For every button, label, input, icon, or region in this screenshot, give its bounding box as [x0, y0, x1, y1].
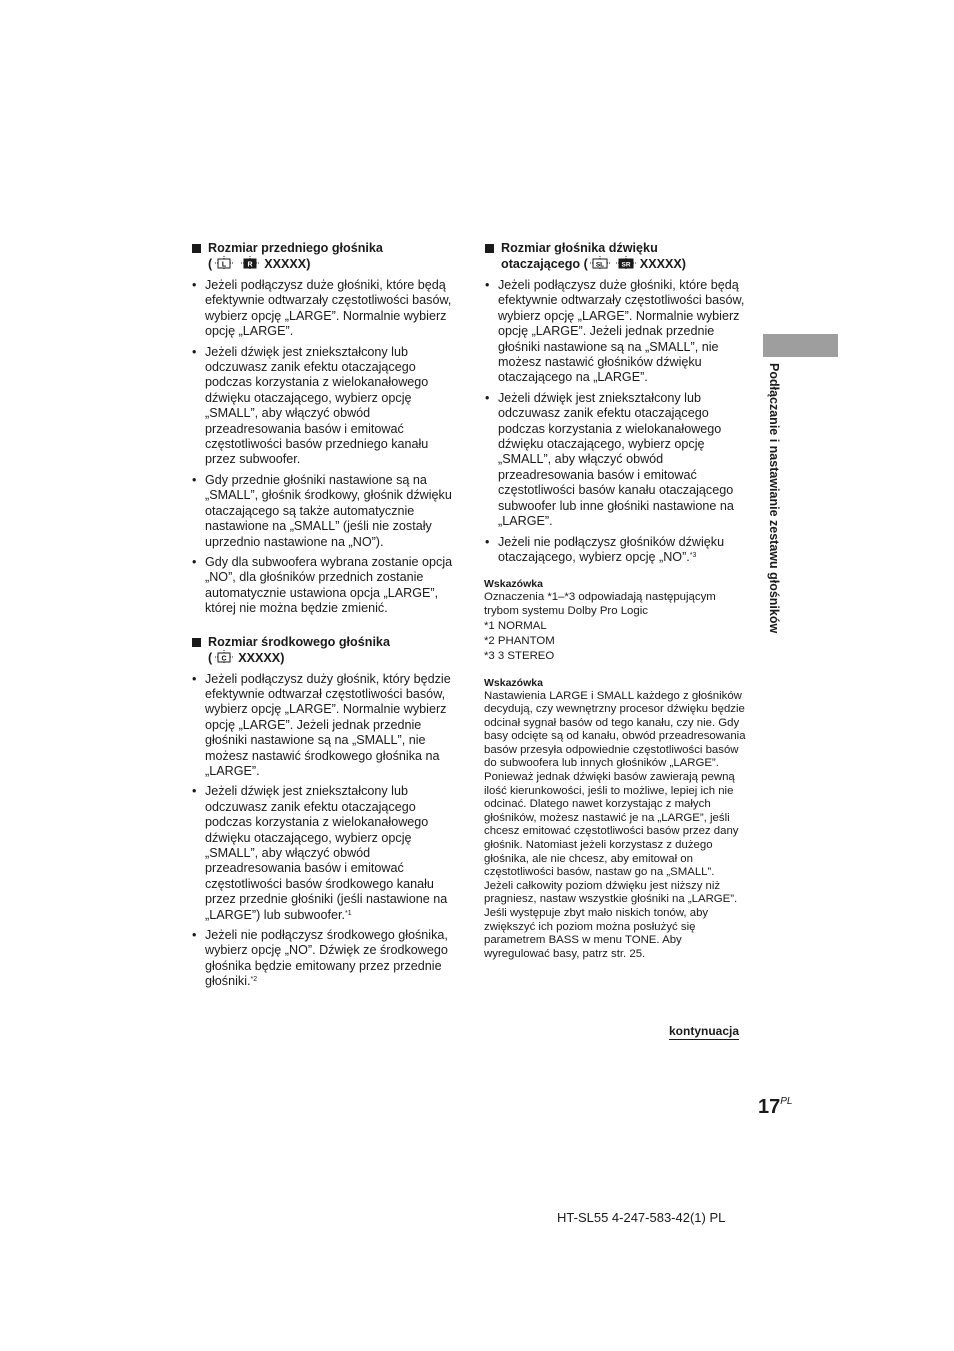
center-speaker-bullets: [191, 672, 459, 990]
tip-line: *3 3 STEREO: [484, 649, 555, 662]
list-item: • Jeżeli podłączysz duży głośnik, który będzie efektywnie odtwarzał częstotliwości basów, wybierz opcję „LARGE”. Normalnie wybierz opcję „LARGE”. Jeżeli jednak przednie głośniki nastawione są na „SMALL”, nie możesz nastawić środkowego głośnika na „LARGE”.: [191, 672, 459, 780]
tip-line: *2 PHANTOM: [484, 634, 555, 647]
heading-square-icon: [192, 244, 201, 253]
surround-speaker-bullets: [484, 278, 750, 565]
speaker-front-left-icon: [214, 256, 236, 270]
list-item: • Jeżeli dźwięk jest zniekształcony lub odczuwasz zanik efektu otaczającego podczas korzystania z wielokanałowego dźwięku otaczającego, wybierz opcję „SMALL”, aby włączyć obwód przeadresowania basów i emitować częstotliwości basów środkowego kanału przez przednie głośniki (jeśli nastawione na „LARGE”) lub subwoofer.$^{*1}$: [191, 784, 459, 923]
list-item: • Jeżeli podłączysz duże głośniki, które będą efektywnie odtwarzały częstotliwości basów, wybierz opcję „LARGE”. Normalnie wybierz opcję „LARGE”.: [191, 278, 459, 340]
tip-line: *1 NORMAL: [484, 619, 547, 632]
list-item: • Jeżeli podłączysz duże głośniki, które będą efektywnie odtwarzały częstotliwości basów, wybierz opcję „LARGE”. Normalnie wybierz opcję „LARGE”. Jeżeli jednak przednie głośniki nastawione są na „SMALL”, nie możesz nastawić głośników dźwięku otaczającego na „LARGE”.: [484, 278, 750, 386]
svg-text:C: C: [221, 655, 227, 663]
heading-square-icon: [192, 638, 201, 647]
list-item: • Jeżeli nie podłączysz środkowego głośnika, wybierz opcję „NO”. Dźwięk ze środkowego głośnika będzie emitowany przez przednie głośniki.$^{*2}$: [191, 928, 459, 990]
center-speaker-size-heading: [191, 634, 459, 666]
svg-text:SR: SR: [621, 261, 631, 269]
speaker-front-right-icon: [240, 256, 262, 270]
right-column: [484, 240, 750, 961]
heading-code-line: ( C XXXXX): [208, 650, 285, 665]
section-tab: [763, 334, 838, 357]
list-item: • Jeżeli dźwięk jest zniekształcony lub odczuwasz zanik efektu otaczającego podczas korzystania z wielokanałowego dźwięku otaczającego, wybierz opcję „SMALL”, aby włączyć obwód przeadresowania basów i emitować częstotliwości basów przedniego kanału przez subwoofer.: [191, 345, 459, 468]
side-section-title: Podłączanie i nastawianie zestawu głośników: [767, 363, 781, 634]
tip-text: Jeżeli całkowity poziom dźwięku jest niższy niż pragniesz, nastaw wszystkie głośniki na „LARGE”. Jeśli występuje zbyt mało niskich tonów, aby zwiększyć ich poziom można posłużyć się parametrem BASS w menu TONE. Aby wyregulować basy, patrz str. 25.: [484, 879, 738, 960]
heading-code: XXXXX): [238, 650, 285, 665]
front-speaker-size-heading: [191, 240, 459, 272]
tip-heading: Wskazówka: [484, 578, 543, 591]
svg-text:L: L: [222, 261, 227, 269]
speaker-surround-left-icon: [590, 256, 612, 270]
tip-text: Nastawienia LARGE i SMALL każdego z głośników decydują, czy wewnętrzny procesor dźwięku będzie odcinał sygnał basów od tego kanału, czy nie. Gdy basy odcięte są od kanału, obwód przeadresowania basów przesyła odpowiednie częstotliwości basów do subwoofera lub innych głośników „LARGE”. Ponieważ jednak dźwięki basów zawierają pewną ilość kierunkowości, jeśli to możliwe, lepiej ich nie odcinać. Dlatego nawet korzystając z małych głośników, możesz nastawić je na „LARGE”, jeśli chcesz emitować częstotliwości basów przez dany głośnik. Natomiast jeżeli korzystasz z dużego głośnika, ale nie chcesz, aby emitował on częstotliwości basów, nastaw go na „SMALL”.: [484, 689, 746, 879]
heading-code: XXXXX): [264, 257, 311, 271]
speaker-surround-right-icon: [616, 256, 638, 270]
list-item: • Jeżeli dźwięk jest zniekształcony lub odczuwasz zanik efektu otaczającego podczas korzystania z wielokanałowego dźwięku otaczającego, wybierz opcję „SMALL”, aby włączyć obwód przeadresowania basów i emitować częstotliwości basów kanału otaczającego subwoofer lub inne głośniki nastawione na „LARGE”.: [484, 391, 750, 530]
page-number: $17^{PL}$: [758, 1096, 793, 1118]
list-item: • Gdy przednie głośniki nastawione są na „SMALL”, głośnik środkowy, głośnik dźwięku otaczającego są także automatycznie nastawione na „SMALL” (jeśli nie zostały uprzednio nastawione na „NO”).: [191, 473, 459, 550]
front-speaker-bullets: [191, 278, 459, 617]
heading-code: XXXXX): [639, 257, 686, 271]
tip-heading: Wskazówka: [484, 676, 543, 689]
heading-title: Rozmiar przedniego głośnika: [208, 241, 383, 255]
heading-code-line: otaczającego ( SL SR XXXXX): [501, 257, 686, 271]
left-column: [191, 240, 459, 995]
footer-model-code: HT-SL55 4-247-583-42(1) PL: [557, 1210, 726, 1225]
heading-square-icon: [485, 244, 494, 253]
speaker-center-icon: [214, 650, 236, 664]
heading-title: Rozmiar środkowego głośnika: [208, 634, 390, 649]
list-item: • Gdy dla subwoofera wybrana zostanie opcja „NO”, dla głośników przednich zostanie automatycznie ustawiona opcja „LARGE”, której nie można będzie zmienić.: [191, 555, 459, 617]
tip-text: Oznaczenia *1–*3 odpowiadają następującym trybom systemu Dolby Pro Logic: [484, 591, 716, 617]
heading-title: Rozmiar głośnika dźwięku: [501, 241, 658, 255]
svg-text:R: R: [247, 261, 253, 269]
svg-text:SL: SL: [595, 261, 604, 269]
continue-label: kontynuacja: [669, 1024, 740, 1038]
surround-speaker-size-heading: [484, 240, 750, 272]
heading-code-line: ( L R XXXXX): [208, 257, 311, 271]
list-item: • Jeżeli nie podłączysz głośników dźwięku otaczającego, wybierz opcję „NO”.$^{*3}$: [484, 535, 750, 566]
